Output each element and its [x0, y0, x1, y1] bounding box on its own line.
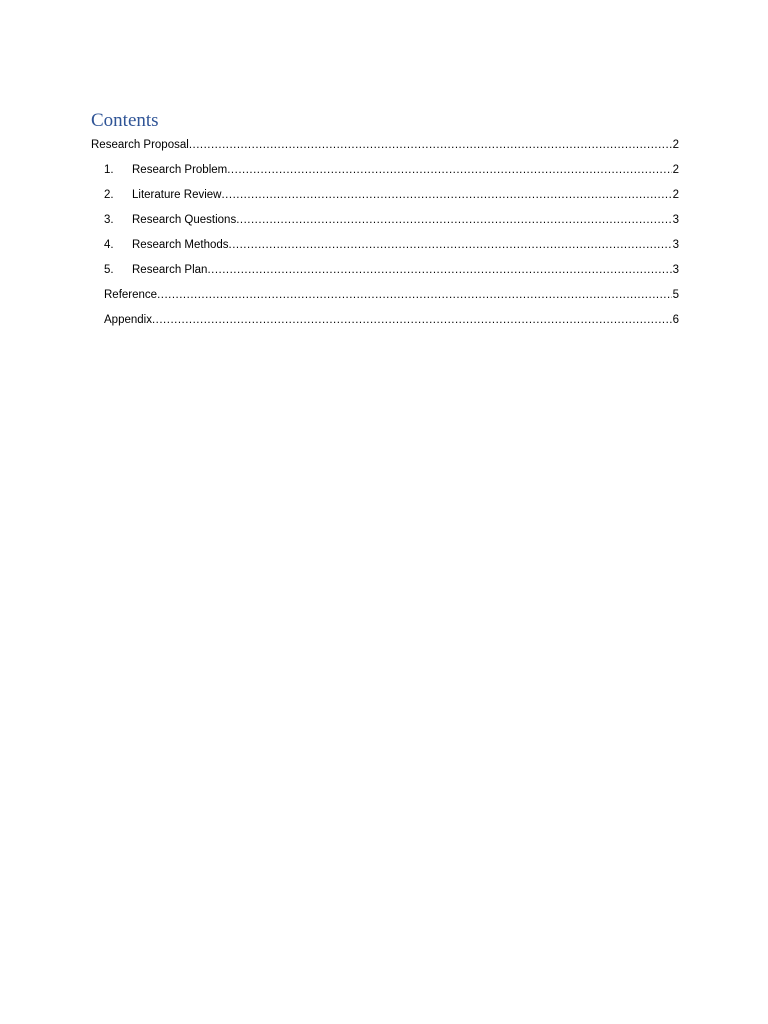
- toc-entry-number: 2.: [104, 189, 114, 201]
- toc-entry-title: Literature Review: [132, 189, 222, 201]
- toc-entry-page: 2: [672, 189, 679, 201]
- toc-list: [91, 138, 679, 327]
- toc-entry-page: 3: [672, 214, 679, 226]
- toc-entry-page: 2: [672, 139, 679, 151]
- toc-entry-title: Reference: [104, 289, 158, 301]
- toc-entry-title: Research Proposal: [91, 139, 189, 151]
- toc-dot-leader: [157, 288, 672, 302]
- toc-entry-title: Appendix: [104, 314, 152, 326]
- toc-entry-number: 4.: [104, 239, 114, 251]
- toc-entry-research-problem[interactable]: [104, 163, 679, 177]
- toc-entry-research-plan[interactable]: [104, 263, 679, 277]
- toc-entry-title: Research Plan: [132, 264, 208, 276]
- toc-heading: Contents: [91, 110, 159, 131]
- toc-entry-research-questions[interactable]: [104, 213, 679, 227]
- toc-dot-leader: [221, 188, 671, 202]
- toc-dot-leader: [152, 313, 672, 327]
- toc-entry-title: Research Problem: [132, 164, 228, 176]
- toc-entry-number: 3.: [104, 214, 114, 226]
- toc-entry-number: 5.: [104, 264, 114, 276]
- toc-entry-research-methods[interactable]: [104, 238, 679, 252]
- toc-entry-reference[interactable]: [104, 288, 679, 302]
- toc-dot-leader: [229, 238, 672, 252]
- toc-entry-research-proposal[interactable]: [91, 138, 679, 152]
- table-of-contents: [91, 109, 679, 327]
- toc-entry-title: Research Methods: [132, 239, 229, 251]
- toc-dot-leader: [227, 163, 671, 177]
- toc-entry-page: 2: [672, 164, 679, 176]
- toc-dot-leader: [189, 138, 672, 152]
- toc-entry-page: 3: [672, 239, 679, 251]
- toc-entry-page: 3: [672, 264, 679, 276]
- toc-entry-number: 1.: [104, 164, 114, 176]
- toc-entry-page: 6: [672, 314, 679, 326]
- toc-entry-appendix[interactable]: [104, 313, 679, 327]
- toc-dot-leader: [236, 213, 671, 227]
- toc-dot-leader: [207, 263, 671, 277]
- toc-entry-literature-review[interactable]: [104, 188, 679, 202]
- toc-entry-title: Research Questions: [132, 214, 237, 226]
- toc-entry-page: 5: [672, 289, 679, 301]
